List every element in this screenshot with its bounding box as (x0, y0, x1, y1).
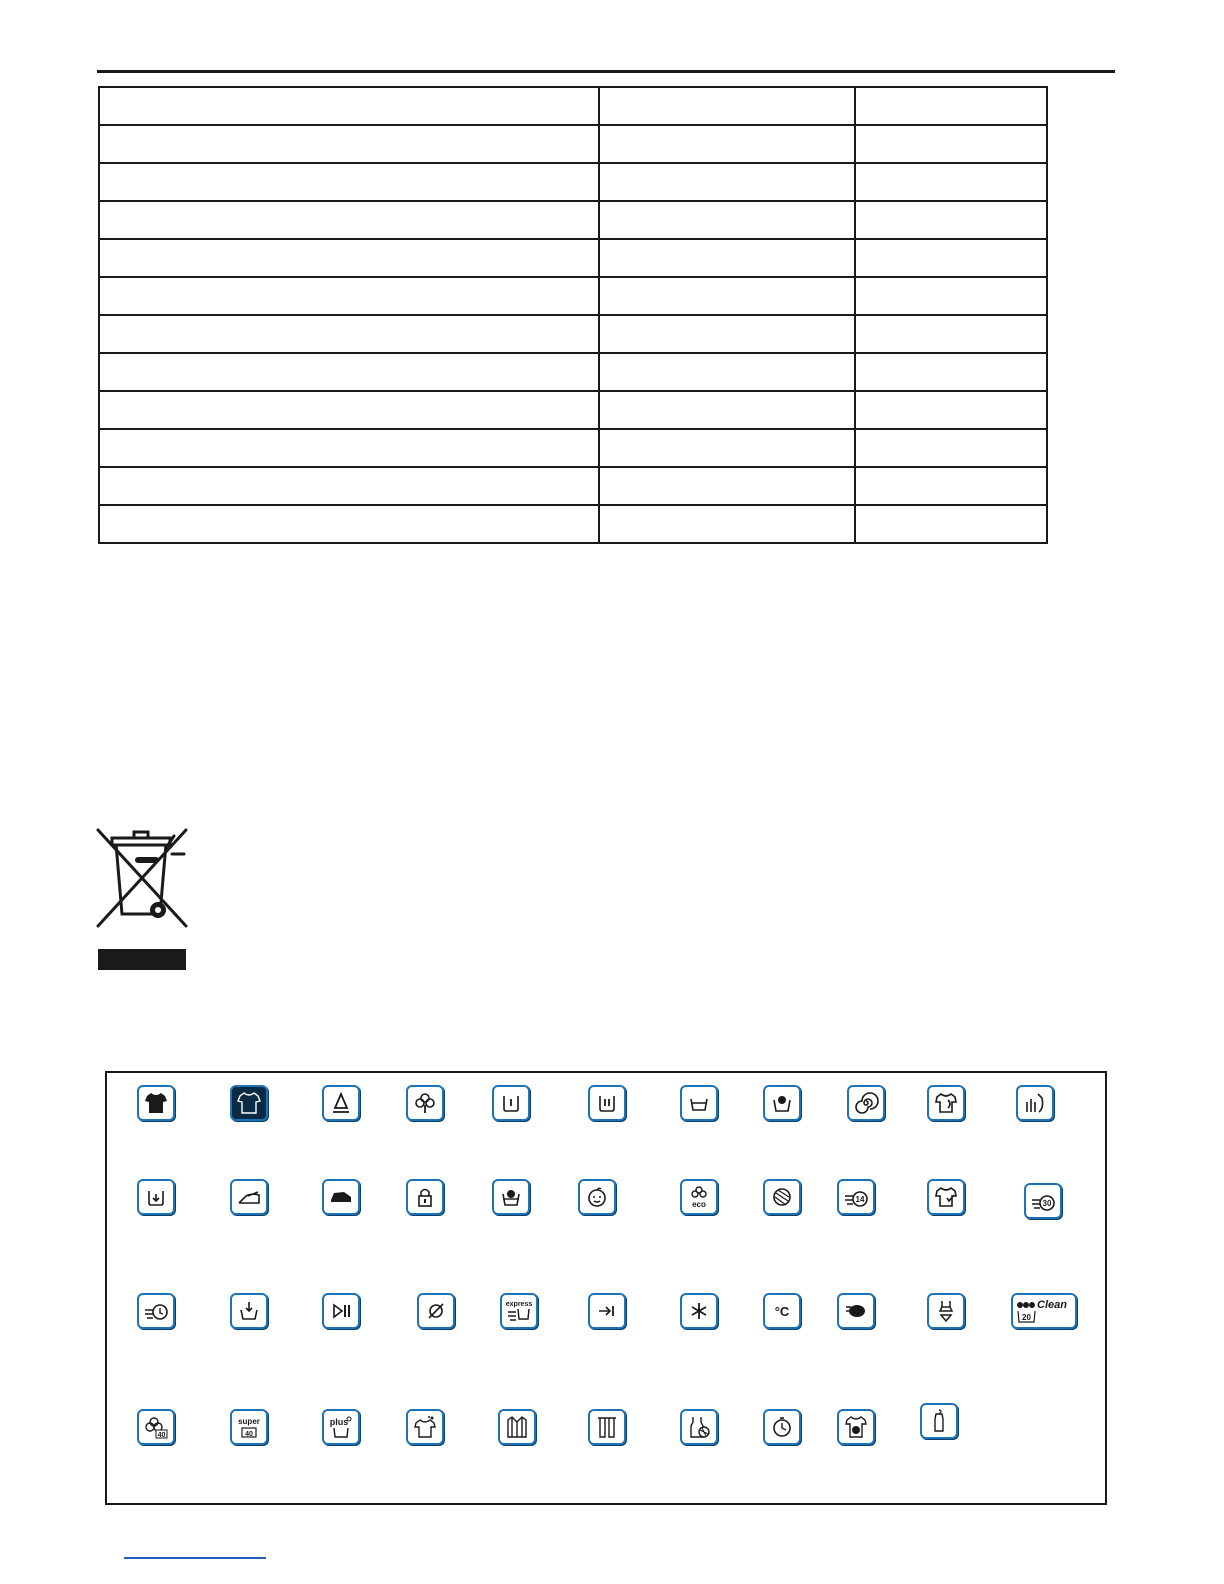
super-40-icon (230, 1409, 268, 1445)
shirt-steam-icon (406, 1409, 444, 1445)
cotton-40-icon (137, 1409, 175, 1445)
table-cell (599, 429, 855, 467)
iron-icon (230, 1179, 268, 1215)
table-row (99, 391, 1047, 429)
table-row (99, 163, 1047, 201)
table-row (99, 239, 1047, 277)
table-row (99, 429, 1047, 467)
table-cell (855, 315, 1047, 353)
table-cell (599, 353, 855, 391)
celsius-label: °C (774, 1304, 790, 1319)
table-cell (855, 201, 1047, 239)
shoe-icon (322, 1179, 360, 1215)
footer-link-underline[interactable] (124, 1557, 266, 1559)
eco-clean-icon (1011, 1293, 1077, 1329)
stain-tub-icon (763, 1085, 801, 1121)
quick-14-icon (837, 1179, 875, 1215)
cotton-flower-icon (406, 1085, 444, 1121)
table-cell (99, 163, 599, 201)
table-cell (99, 239, 599, 277)
tub-plus-icon (492, 1179, 530, 1215)
table-cell (599, 315, 855, 353)
table-cell (855, 429, 1047, 467)
table-cell (99, 201, 599, 239)
snowflake-icon (680, 1293, 718, 1329)
rinse-icon (230, 1293, 268, 1329)
weee-bin-icon (96, 826, 188, 930)
drain-icon (137, 1179, 175, 1215)
mix-icon (837, 1293, 875, 1329)
q14-label: 14 (855, 1195, 865, 1204)
super-num-label: 40 (245, 1431, 253, 1438)
table-cell (599, 277, 855, 315)
quick-30-icon (1024, 1183, 1062, 1219)
weee-bar (98, 949, 186, 970)
table-cell (855, 467, 1047, 505)
delicate-shirt-icon (927, 1085, 965, 1121)
hanger-icon (920, 1403, 958, 1439)
spec-table (98, 86, 1048, 544)
table-cell (855, 505, 1047, 543)
table-cell (599, 201, 855, 239)
table-cell (99, 429, 599, 467)
table-row (99, 277, 1047, 315)
table-row (99, 315, 1047, 353)
celsius-icon (763, 1293, 801, 1329)
baby-icon (578, 1179, 616, 1215)
skip-icon (588, 1293, 626, 1329)
q30-label: 30 (1042, 1199, 1052, 1208)
table-cell (855, 277, 1047, 315)
eco-clean-label: Clean (1037, 1299, 1067, 1311)
table-cell (599, 505, 855, 543)
eco-icon (680, 1179, 718, 1215)
dark-shirt-icon (230, 1085, 268, 1121)
lingerie-icon (927, 1293, 965, 1329)
dark-wash-icon (837, 1409, 875, 1445)
curtain-icon (588, 1409, 626, 1445)
table-cell (855, 125, 1047, 163)
prewash-icon (492, 1085, 530, 1121)
table-cell (599, 391, 855, 429)
table-cell (599, 239, 855, 277)
tub-icon (680, 1085, 718, 1121)
super-label: super (238, 1417, 260, 1426)
start-pause-icon (322, 1293, 360, 1329)
eco-clean-number: 20 (1022, 1313, 1031, 1322)
top-rule (97, 70, 1115, 73)
table-cell (855, 353, 1047, 391)
clock-icon (763, 1409, 801, 1445)
table-cell (599, 163, 855, 201)
table-row (99, 125, 1047, 163)
table-cell (599, 467, 855, 505)
cotton-shirt-icon (137, 1085, 175, 1121)
table-cell (99, 353, 599, 391)
plus-icon (322, 1409, 360, 1445)
synthetic-icon (322, 1085, 360, 1121)
icon-panel (105, 1071, 1107, 1505)
sport-icon (680, 1409, 718, 1445)
spin-icon (847, 1085, 885, 1121)
lock-icon (406, 1179, 444, 1215)
jacket-icon (498, 1409, 536, 1445)
table-cell (99, 277, 599, 315)
express-label: express (506, 1301, 532, 1308)
table-cell (99, 467, 599, 505)
table-cell (99, 505, 599, 543)
table-cell (855, 163, 1047, 201)
table-cell (99, 315, 599, 353)
timer-temp-icon (137, 1293, 175, 1329)
table-row (99, 505, 1047, 543)
no-spin-icon (417, 1293, 455, 1329)
table-cell (99, 125, 599, 163)
main-wash-icon (588, 1085, 626, 1121)
express-icon (500, 1293, 538, 1329)
table-row (99, 87, 1047, 125)
table-cell (855, 87, 1047, 125)
wool-ball-icon (763, 1179, 801, 1215)
table-row (99, 467, 1047, 505)
table-row (99, 353, 1047, 391)
table-cell (599, 125, 855, 163)
hand-wash-icon (1016, 1085, 1054, 1121)
table-cell (99, 87, 599, 125)
table-cell (99, 391, 599, 429)
table-row (99, 201, 1047, 239)
eco-label: eco (692, 1200, 706, 1209)
table-cell (599, 87, 855, 125)
shirt-check-icon (927, 1179, 965, 1215)
c40-label: 40 (157, 1432, 166, 1439)
table-cell (855, 239, 1047, 277)
table-cell (855, 391, 1047, 429)
plus-label: plus (329, 1417, 349, 1427)
